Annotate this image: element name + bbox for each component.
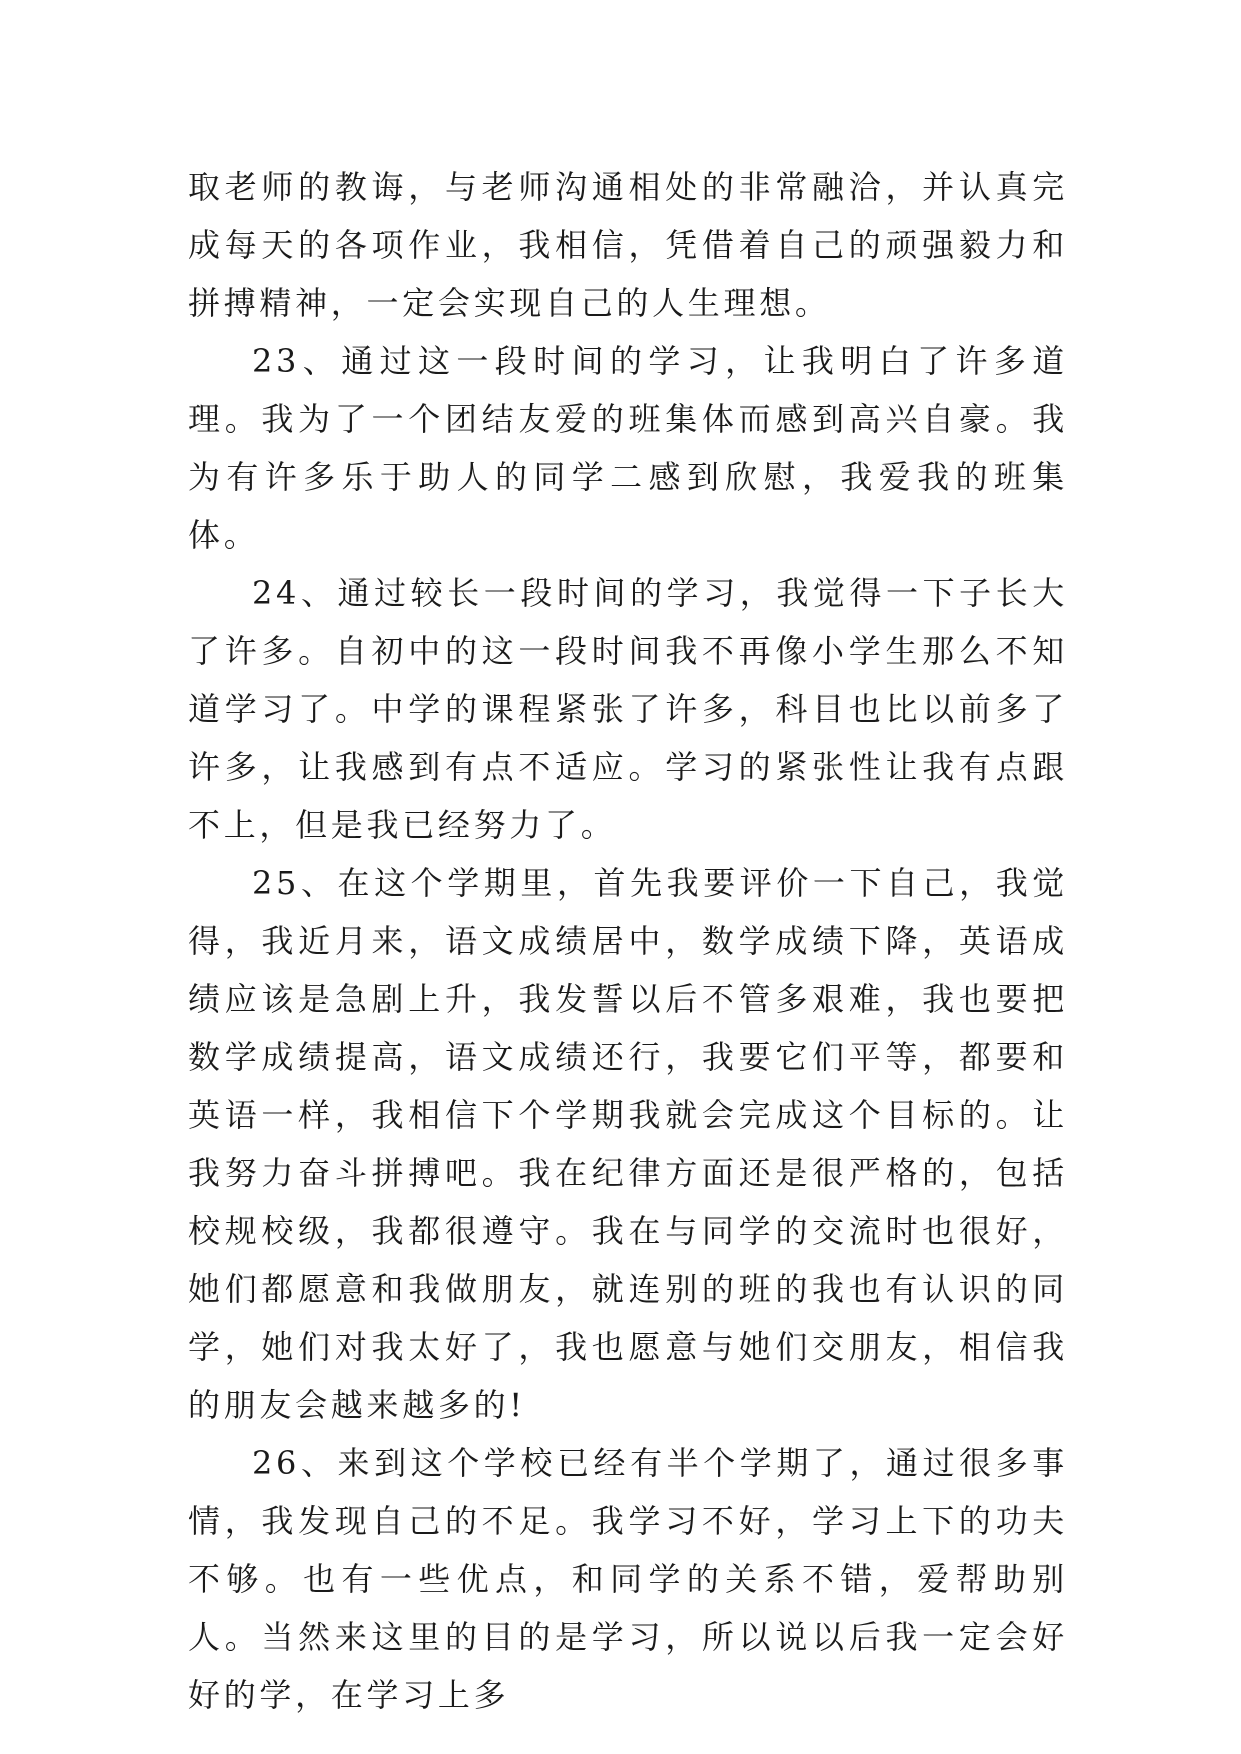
document-body xyxy=(188,158,1068,1724)
paragraph-continuation: 取老师的教诲，与老师沟通相处的非常融洽，并认真完成每天的各项作业，我相信，凭借着自己的顽强毅力和拼搏精神，一定会实现自己的人生理想。 xyxy=(188,168,1068,322)
paragraph-23: 23、通过这一段时间的学习，让我明白了许多道理。我为了一个团结友爱的班集体而感到高兴自豪。我为有许多乐于助人的同学二感到欣慰，我爱我的班集体。 xyxy=(188,342,1068,554)
paragraph-24: 24、通过较长一段时间的学习，我觉得一下子长大了许多。自初中的这一段时间我不再像小学生那么不知道学习了。中学的课程紧张了许多，科目也比以前多了许多，让我感到有点不适应。学习的紧张性让我有点跟不上，但是我已经努力了。 xyxy=(188,574,1068,844)
paragraph-25: 25、在这个学期里，首先我要评价一下自己，我觉得，我近月来，语文成绩居中，数学成绩下降，英语成绩应该是急剧上升，我发誓以后不管多艰难，我也要把数学成绩提高，语文成绩还行，我要它们平等，都要和英语一样，我相信下个学期我就会完成这个目标的。让我努力奋斗拼搏吧。我在纪律方面还是很严格的，包括校规校级，我都很遵守。我在与同学的交流时也很好，她们都愿意和我做朋友，就连别的班的我也有认识的同学，她们对我太好了，我也愿意与她们交朋友，相信我的朋友会越来越多的! xyxy=(188,864,1068,1424)
paragraph-26: 26、来到这个学校已经有半个学期了，通过很多事情，我发现自己的不足。我学习不好，学习上下的功夫不够。也有一些优点，和同学的关系不错，爱帮助别人。当然来这里的目的是学习，所以说以后我一定会好好的学，在学习上多 xyxy=(188,1444,1068,1714)
